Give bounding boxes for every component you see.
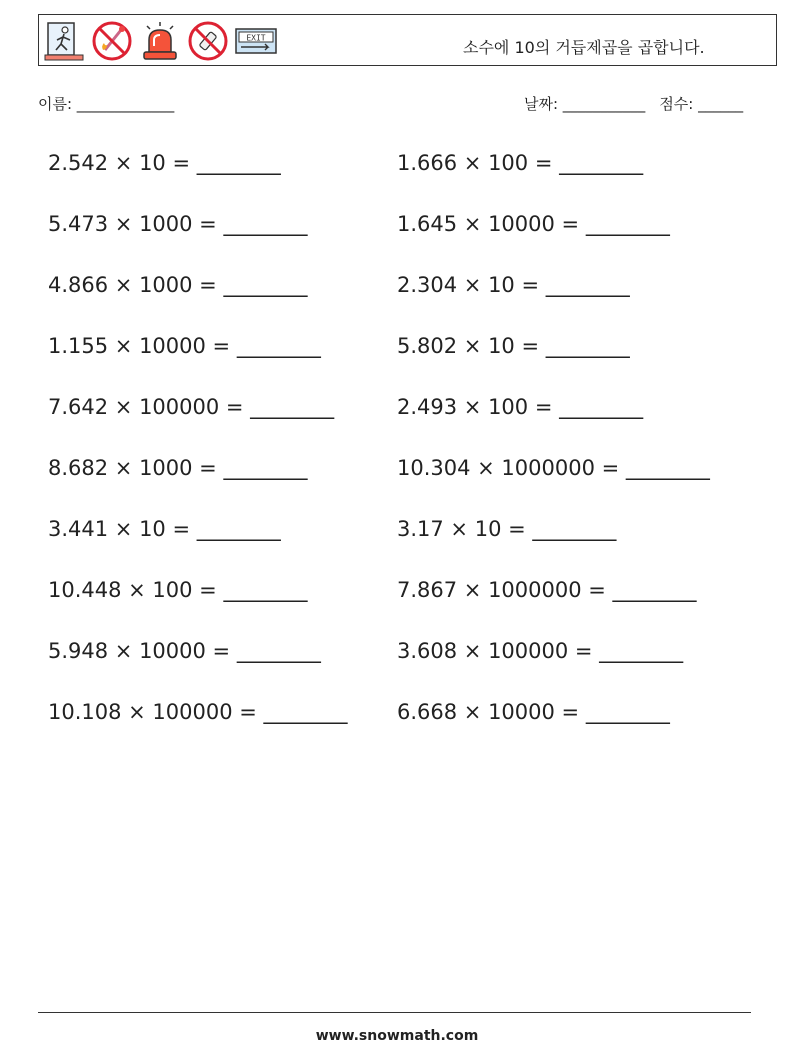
problem-item: 10.304 × 1000000 = ________ bbox=[397, 456, 710, 480]
problem-item: 5.473 × 1000 = ________ bbox=[48, 212, 308, 236]
footer-website: www.snowmath.com bbox=[315, 1028, 479, 1044]
header-icons bbox=[43, 20, 277, 62]
exit-sign-icon bbox=[235, 20, 277, 62]
problem-item: 10.108 × 100000 = ________ bbox=[48, 700, 348, 724]
problem-grid bbox=[48, 144, 768, 754]
no-lighter-icon bbox=[187, 20, 229, 62]
problem-item: 7.642 × 100000 = ________ bbox=[48, 395, 335, 419]
problem-item: 4.866 × 1000 = ________ bbox=[48, 273, 308, 297]
problem-item: 2.542 × 10 = ________ bbox=[48, 151, 281, 175]
no-matches-icon bbox=[91, 20, 133, 62]
date-score-fields bbox=[524, 93, 743, 114]
problem-item: 1.155 × 10000 = ________ bbox=[48, 334, 321, 358]
name-field: 이름: _____________ bbox=[38, 95, 175, 113]
problem-item: 1.645 × 10000 = ________ bbox=[397, 212, 670, 236]
score-field: 점수: ______ bbox=[659, 95, 744, 113]
problem-item: 3.441 × 10 = ________ bbox=[48, 517, 281, 541]
worksheet-title: 소수에 10의 거듭제곱을 곱합니다. bbox=[463, 38, 705, 57]
problem-item: 5.948 × 10000 = ________ bbox=[48, 639, 321, 663]
problem-item: 1.666 × 100 = ________ bbox=[397, 151, 644, 175]
date-field: 날짜: ___________ bbox=[524, 95, 646, 113]
problem-item: 3.608 × 100000 = ________ bbox=[397, 639, 684, 663]
problem-item: 10.448 × 100 = ________ bbox=[48, 578, 308, 602]
problem-item: 2.304 × 10 = ________ bbox=[397, 273, 630, 297]
footer-divider bbox=[38, 1012, 751, 1013]
alarm-light-icon bbox=[139, 20, 181, 62]
problem-item: 3.17 × 10 = ________ bbox=[397, 517, 617, 541]
problem-item: 2.493 × 100 = ________ bbox=[397, 395, 644, 419]
emergency-exit-icon bbox=[43, 20, 85, 62]
problem-item: 8.682 × 1000 = ________ bbox=[48, 456, 308, 480]
exit-sign-text: EXIT bbox=[246, 33, 266, 43]
problem-item: 7.867 × 1000000 = ________ bbox=[397, 578, 697, 602]
problem-item: 5.802 × 10 = ________ bbox=[397, 334, 630, 358]
problem-item: 6.668 × 10000 = ________ bbox=[397, 700, 670, 724]
worksheet-header bbox=[38, 14, 777, 66]
